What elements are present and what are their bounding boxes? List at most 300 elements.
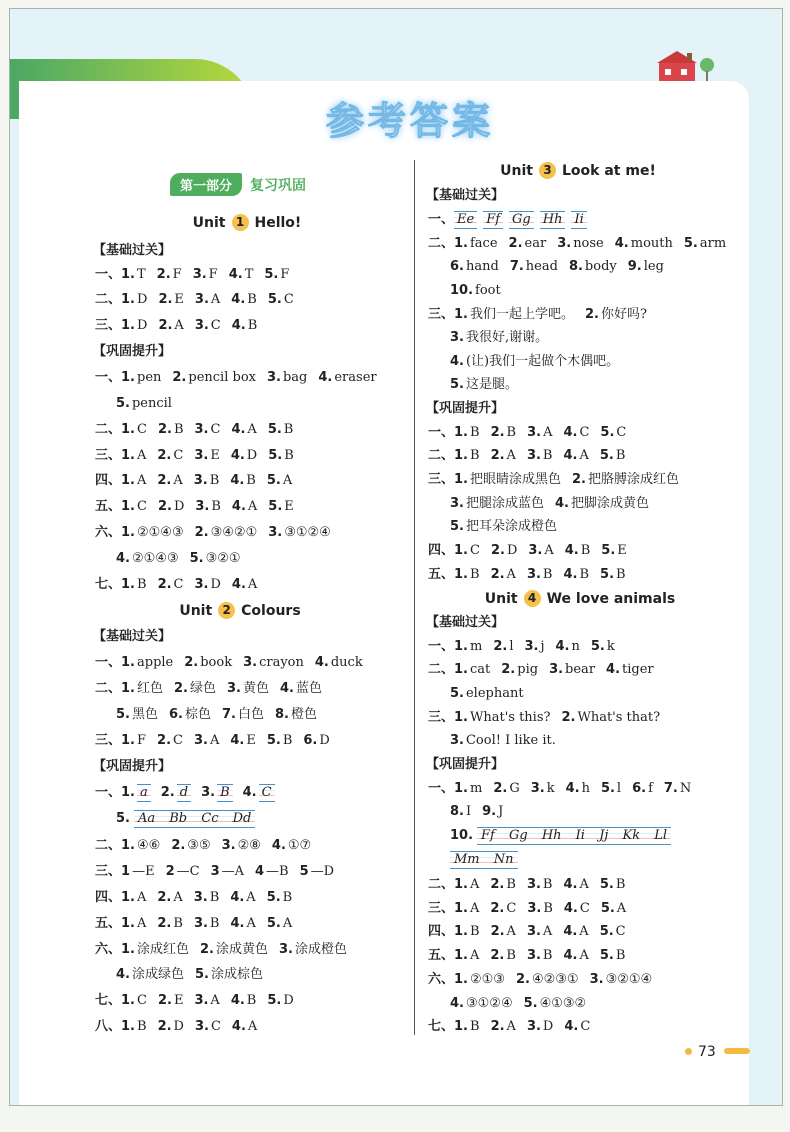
answer-value: A bbox=[246, 916, 256, 931]
answer-value: C bbox=[173, 577, 184, 592]
answer-line bbox=[428, 445, 636, 467]
answer-value: C bbox=[580, 1019, 591, 1034]
page-bar-icon bbox=[724, 1048, 750, 1054]
answer-index: 1. bbox=[121, 838, 135, 853]
answer-value: J bbox=[498, 804, 504, 819]
answer-value: B bbox=[616, 567, 626, 582]
answer-line bbox=[450, 683, 535, 705]
unit-label: Unit bbox=[192, 215, 226, 231]
answer-value: B bbox=[137, 577, 147, 592]
unit-number-badge: 4 bbox=[524, 590, 541, 607]
answer-value: ③⑤ bbox=[187, 838, 211, 853]
answer-value: 黑色 bbox=[131, 707, 158, 722]
answer-value: ③②①④ bbox=[605, 972, 653, 987]
answer-value: —D bbox=[310, 864, 335, 879]
answer-index: 3. bbox=[589, 972, 604, 987]
answer-index: 2. bbox=[158, 292, 173, 307]
answer-value: F bbox=[137, 733, 147, 748]
answer-value: C bbox=[579, 425, 590, 440]
answer-index: 1. bbox=[454, 948, 468, 963]
answer-line bbox=[450, 280, 512, 302]
answer-value: A bbox=[616, 901, 627, 916]
answer-index: 5. bbox=[599, 448, 614, 463]
handwriting-answer: Ff bbox=[483, 211, 503, 229]
part-heading bbox=[170, 173, 306, 196]
answer-value: head bbox=[525, 259, 558, 274]
answer-index: 2. bbox=[157, 890, 172, 905]
answer-value: D bbox=[506, 543, 518, 558]
answer-value: A bbox=[137, 916, 147, 931]
answer-value: A bbox=[137, 448, 147, 463]
answer-value: ②①④③ bbox=[137, 525, 184, 540]
answer-line bbox=[428, 422, 637, 444]
answer-value: cat bbox=[470, 662, 491, 677]
handwriting-answer: B bbox=[217, 784, 233, 802]
question-number: 二、 bbox=[428, 662, 455, 677]
answer-index: 2. bbox=[194, 525, 209, 540]
answer-index: 3. bbox=[193, 733, 208, 748]
answer-value: 蓝色 bbox=[296, 681, 323, 696]
answer-value: C bbox=[173, 733, 183, 748]
answer-index: 2. bbox=[157, 422, 172, 437]
answer-value: B bbox=[247, 292, 257, 307]
handwriting-answer: Mm Nn bbox=[450, 851, 518, 869]
question-number: 七、 bbox=[428, 1019, 455, 1034]
answer-index: 3. bbox=[527, 425, 542, 440]
answer-index: 5. bbox=[599, 948, 614, 963]
answer-index: 1. bbox=[121, 448, 135, 463]
answer-index: 1. bbox=[454, 425, 468, 440]
answer-index: 4. bbox=[555, 496, 569, 511]
answer-index: 5. bbox=[600, 567, 615, 582]
answer-index: 2. bbox=[515, 972, 530, 987]
answer-value: B bbox=[282, 733, 293, 748]
answer-value: 绿色 bbox=[190, 681, 217, 696]
answer-index: 1. bbox=[121, 655, 135, 670]
answer-index: 2. bbox=[184, 655, 199, 670]
answer-index: 2. bbox=[508, 236, 523, 251]
answer-index: 3. bbox=[194, 993, 209, 1008]
answer-index: 5. bbox=[195, 967, 209, 982]
answer-value: —E bbox=[132, 864, 155, 879]
question-number: 一、 bbox=[428, 781, 455, 796]
answer-line bbox=[116, 964, 274, 986]
answer-index: 4. bbox=[230, 993, 245, 1008]
unit-name: Colours bbox=[241, 603, 301, 619]
answer-value: 把眼睛涂成黑色 bbox=[470, 472, 562, 487]
answer-value: apple bbox=[137, 655, 174, 670]
answer-value: E bbox=[617, 543, 627, 558]
answer-index: 1. bbox=[454, 901, 468, 916]
answer-index: 6. bbox=[450, 259, 464, 274]
unit-heading bbox=[0, 160, 656, 182]
answer-line bbox=[450, 801, 514, 823]
answer-index: 3. bbox=[193, 890, 208, 905]
answer-index: 1. bbox=[454, 448, 468, 463]
answer-value: bear bbox=[565, 662, 596, 677]
answer-value: ③①②④ bbox=[465, 996, 513, 1011]
answer-index: 1. bbox=[121, 733, 135, 748]
answer-index: 3. bbox=[526, 948, 541, 963]
handwriting-answer: Gg bbox=[509, 211, 534, 229]
answer-index: 8. bbox=[568, 259, 583, 274]
answer-value: B bbox=[579, 567, 590, 582]
answer-value: B bbox=[506, 877, 516, 892]
answer-value: A bbox=[470, 877, 480, 892]
answer-value: E bbox=[174, 292, 184, 307]
answer-index: 5. bbox=[450, 686, 464, 701]
answer-value: 把胳膊涂成红色 bbox=[588, 472, 680, 487]
answer-line bbox=[450, 825, 671, 847]
question-number: 五、 bbox=[428, 948, 455, 963]
answer-value: 涂成橙色 bbox=[295, 942, 348, 957]
answer-value: k bbox=[546, 781, 555, 796]
answer-value: A bbox=[174, 318, 184, 333]
answer-value: C bbox=[137, 993, 147, 1008]
unit-number-badge: 3 bbox=[539, 162, 556, 179]
answer-index: 1. bbox=[454, 307, 468, 322]
answer-index: 3. bbox=[450, 330, 464, 345]
answer-value: —B bbox=[266, 864, 289, 879]
question-number: 二、 bbox=[95, 838, 122, 853]
answer-index: 5. bbox=[189, 551, 204, 566]
answer-index: 4. bbox=[606, 662, 621, 677]
answer-value: B bbox=[209, 916, 220, 931]
answer-value: C bbox=[137, 499, 147, 514]
answer-value: B bbox=[542, 448, 553, 463]
answer-index: 4. bbox=[231, 1019, 246, 1034]
answer-index: 1. bbox=[454, 236, 468, 251]
answer-index: 5. bbox=[601, 543, 616, 558]
answer-index: 1. bbox=[454, 710, 468, 725]
page-number: 73 bbox=[685, 1044, 750, 1060]
answer-index: 2. bbox=[174, 681, 188, 696]
answer-index: 2. bbox=[561, 710, 576, 725]
question-number: 一、 bbox=[428, 212, 455, 227]
part-tag: 第一部分 bbox=[170, 173, 242, 196]
answer-value: h bbox=[581, 781, 590, 796]
section-heading: 【巩固提升】 bbox=[93, 344, 172, 359]
answer-value: A bbox=[470, 901, 480, 916]
question-number: 五、 bbox=[95, 499, 122, 514]
handwriting-answer: Ee bbox=[454, 211, 477, 229]
answer-index: 3. bbox=[526, 1019, 541, 1034]
answer-value: A bbox=[544, 543, 554, 558]
answer-index: 2. bbox=[157, 499, 172, 514]
answer-value: D bbox=[283, 993, 294, 1008]
answer-value: A bbox=[247, 499, 258, 514]
answer-index: 4. bbox=[231, 499, 246, 514]
answer-value: crayon bbox=[259, 655, 304, 670]
answer-index: 1. bbox=[121, 1019, 135, 1034]
unit-label: Unit bbox=[179, 603, 213, 619]
answer-index: 3. bbox=[221, 838, 236, 853]
answer-line bbox=[95, 574, 268, 596]
answer-value: D bbox=[173, 499, 185, 514]
answer-value: ①⑦ bbox=[287, 838, 312, 853]
question-number: 二、 bbox=[95, 681, 122, 696]
answer-index: 3. bbox=[194, 577, 209, 592]
answer-value: B bbox=[137, 1019, 147, 1034]
answer-index: 1. bbox=[121, 318, 135, 333]
answer-value: ear bbox=[524, 236, 547, 251]
answer-value: B bbox=[615, 877, 626, 892]
answer-value: foot bbox=[475, 283, 501, 298]
question-number: 五、 bbox=[95, 916, 122, 931]
answer-index: 5. bbox=[116, 811, 130, 826]
handwriting-answer: Ff Gg Hh Ii Jj Kk Ll bbox=[477, 827, 671, 845]
answer-value: F bbox=[208, 267, 218, 282]
question-number: 七、 bbox=[95, 993, 122, 1008]
answer-value: B bbox=[506, 948, 516, 963]
answer-index: 8. bbox=[450, 804, 464, 819]
answer-value: A bbox=[579, 948, 589, 963]
answer-line bbox=[116, 808, 255, 830]
answer-index: 3 bbox=[210, 864, 220, 879]
answer-index: 3. bbox=[192, 267, 207, 282]
answer-index: 3. bbox=[549, 662, 564, 677]
answer-value: l bbox=[616, 781, 622, 796]
answer-value: 橙色 bbox=[290, 707, 317, 722]
answer-index: 4. bbox=[116, 551, 130, 566]
answer-index: 4. bbox=[230, 733, 245, 748]
answer-index: 2 bbox=[165, 864, 175, 879]
unit-heading bbox=[0, 588, 676, 610]
answer-value: B bbox=[173, 422, 184, 437]
answer-index: 3. bbox=[227, 681, 241, 696]
answer-value: D bbox=[319, 733, 330, 748]
answer-index: 1. bbox=[121, 267, 135, 282]
answer-index: 2. bbox=[490, 901, 505, 916]
question-number: 四、 bbox=[428, 924, 455, 939]
answer-line bbox=[428, 778, 702, 800]
answer-value: D bbox=[137, 292, 148, 307]
answer-index: 4. bbox=[231, 422, 246, 437]
answer-index: 4 bbox=[255, 864, 265, 879]
handwriting-answer: C bbox=[259, 784, 275, 802]
answer-line bbox=[95, 861, 345, 883]
section-heading: 【巩固提升】 bbox=[426, 757, 505, 772]
answer-value: ③④②① bbox=[210, 525, 258, 540]
question-number: 二、 bbox=[95, 292, 122, 307]
answer-index: 6. bbox=[632, 781, 647, 796]
answer-line bbox=[95, 445, 305, 467]
answer-index: 3. bbox=[193, 473, 208, 488]
answer-index: 6. bbox=[303, 733, 318, 748]
answer-index: 2. bbox=[157, 473, 172, 488]
answer-index: 5. bbox=[600, 781, 615, 796]
answer-value: C bbox=[210, 422, 221, 437]
answer-index: 4. bbox=[450, 354, 464, 369]
answer-value: A bbox=[506, 924, 516, 939]
answer-value: D bbox=[137, 318, 148, 333]
answer-value: B bbox=[542, 877, 553, 892]
question-number: 二、 bbox=[95, 422, 122, 437]
answer-index: 3. bbox=[279, 942, 293, 957]
answer-line bbox=[95, 367, 388, 389]
answer-index: 8. bbox=[275, 707, 289, 722]
answer-line bbox=[95, 835, 322, 857]
answer-index: 1. bbox=[454, 662, 468, 677]
answer-index: 5. bbox=[264, 267, 279, 282]
question-number: 三、 bbox=[95, 318, 122, 333]
answer-index: 1. bbox=[121, 993, 135, 1008]
answer-value: —A bbox=[221, 864, 244, 879]
answer-line bbox=[95, 470, 303, 492]
answer-index: 1. bbox=[121, 292, 135, 307]
answer-index: 7. bbox=[509, 259, 524, 274]
answer-index: 1. bbox=[121, 499, 135, 514]
handwriting-answer: Hh bbox=[540, 211, 566, 229]
answer-index: 3. bbox=[530, 781, 545, 796]
answer-value: Cool! I like it. bbox=[465, 733, 556, 748]
question-number: 一、 bbox=[95, 655, 122, 670]
answer-index: 1. bbox=[454, 472, 468, 487]
question-number: 一、 bbox=[95, 785, 122, 800]
answer-value: B bbox=[284, 448, 294, 463]
answer-index: 5. bbox=[683, 236, 698, 251]
answer-value: n bbox=[571, 639, 580, 654]
answer-line bbox=[428, 874, 636, 896]
answer-value: A bbox=[247, 422, 257, 437]
answer-line bbox=[428, 209, 593, 231]
answer-value: T bbox=[244, 267, 254, 282]
answer-line bbox=[95, 264, 300, 286]
answer-value: C bbox=[470, 543, 480, 558]
answer-index: 2. bbox=[200, 942, 214, 957]
answer-index: 3. bbox=[194, 448, 209, 463]
answer-value: C bbox=[210, 1019, 221, 1034]
answer-value: A bbox=[506, 1019, 516, 1034]
section-heading: 【巩固提升】 bbox=[93, 759, 172, 774]
answer-value: A bbox=[506, 448, 516, 463]
answer-index: 2. bbox=[172, 370, 187, 385]
unit-number-badge: 1 bbox=[232, 214, 249, 231]
answer-index: 10. bbox=[450, 828, 474, 843]
answer-value: D bbox=[173, 1019, 184, 1034]
answer-value: B bbox=[506, 425, 517, 440]
answer-index: 3. bbox=[201, 785, 216, 800]
answer-index: 2. bbox=[157, 448, 172, 463]
answer-index: 2. bbox=[490, 543, 505, 558]
answer-value: nose bbox=[573, 236, 604, 251]
answer-index: 4. bbox=[230, 473, 245, 488]
answer-index: 4. bbox=[318, 370, 333, 385]
answer-index: 2. bbox=[490, 448, 505, 463]
answer-index: 5. bbox=[450, 519, 464, 534]
answer-value: T bbox=[137, 267, 146, 282]
question-number: 三、 bbox=[428, 472, 455, 487]
answer-value: D bbox=[210, 577, 221, 592]
answer-index: 1. bbox=[121, 422, 135, 437]
question-number: 七、 bbox=[95, 577, 122, 592]
answer-index: 3. bbox=[527, 901, 542, 916]
answer-index: 2. bbox=[157, 916, 172, 931]
question-number: 四、 bbox=[95, 473, 122, 488]
answer-value: B bbox=[615, 948, 626, 963]
answer-value: G bbox=[509, 781, 520, 796]
answer-value: ④②③① bbox=[531, 972, 579, 987]
answer-index: 4. bbox=[564, 1019, 579, 1034]
answer-index: 5. bbox=[600, 901, 615, 916]
answer-line bbox=[116, 704, 328, 726]
answer-index: 2. bbox=[572, 472, 586, 487]
answer-index: 3. bbox=[195, 499, 210, 514]
answer-value: C bbox=[283, 292, 294, 307]
answer-value: B bbox=[470, 924, 480, 939]
answer-index: 2. bbox=[490, 948, 505, 963]
answer-value: A bbox=[137, 890, 147, 905]
answer-value: A bbox=[282, 916, 293, 931]
answer-index: 2. bbox=[490, 425, 505, 440]
section-heading: 【巩固提升】 bbox=[426, 401, 505, 416]
unit-heading-inner bbox=[179, 600, 300, 622]
answer-value: 黄色 bbox=[243, 681, 270, 696]
question-number: 三、 bbox=[95, 733, 122, 748]
handwriting-answer: Ii bbox=[571, 211, 586, 229]
answer-value: B bbox=[470, 1019, 480, 1034]
answer-value: A bbox=[173, 890, 183, 905]
answer-index: 2. bbox=[493, 781, 508, 796]
answer-value: 这是腿。 bbox=[465, 377, 518, 392]
answer-index: 5 bbox=[299, 864, 309, 879]
answer-value: C bbox=[579, 901, 590, 916]
answer-line bbox=[95, 939, 358, 961]
section-heading: 【基础过关】 bbox=[93, 243, 172, 258]
answer-index: 1. bbox=[454, 781, 468, 796]
question-number: 四、 bbox=[428, 543, 455, 558]
answer-index: 2. bbox=[157, 577, 172, 592]
answer-index: 3. bbox=[266, 370, 281, 385]
answer-index: 3. bbox=[194, 318, 209, 333]
handwriting-answer: a bbox=[137, 784, 151, 802]
answer-index: 5. bbox=[266, 473, 281, 488]
answer-line bbox=[450, 327, 559, 349]
answer-line bbox=[95, 419, 304, 441]
answer-value: E bbox=[246, 733, 256, 748]
answer-index: 5. bbox=[267, 422, 282, 437]
answer-index: 7. bbox=[663, 781, 678, 796]
answer-index: 6. bbox=[169, 707, 183, 722]
answer-value: B bbox=[282, 890, 293, 905]
answer-value: B bbox=[209, 890, 220, 905]
answer-index: 3. bbox=[194, 1019, 209, 1034]
answer-value: 白色 bbox=[237, 707, 264, 722]
answer-index: 5. bbox=[268, 448, 283, 463]
answer-index: 3. bbox=[526, 924, 541, 939]
answer-index: 7. bbox=[222, 707, 236, 722]
unit-heading bbox=[0, 212, 302, 234]
answer-value: 把耳朵涂成橙色 bbox=[465, 519, 557, 534]
answer-value: 我很好,谢谢。 bbox=[465, 330, 549, 345]
answer-index: 4. bbox=[563, 448, 578, 463]
answer-index: 4. bbox=[231, 577, 246, 592]
answer-index: 5. bbox=[266, 733, 281, 748]
answer-value: tiger bbox=[622, 662, 654, 677]
question-number: 三、 bbox=[428, 901, 455, 916]
answer-index: 2. bbox=[490, 924, 505, 939]
answer-index: 2. bbox=[490, 567, 505, 582]
answer-value: B bbox=[615, 448, 626, 463]
answer-value: m bbox=[470, 781, 483, 796]
answer-index: 4. bbox=[116, 967, 130, 982]
house-icon bbox=[647, 49, 717, 83]
answer-index: 9. bbox=[482, 804, 497, 819]
answer-value: B bbox=[246, 473, 256, 488]
answer-line bbox=[428, 921, 637, 943]
answer-index: 1. bbox=[454, 924, 468, 939]
answer-index: 3. bbox=[450, 733, 464, 748]
